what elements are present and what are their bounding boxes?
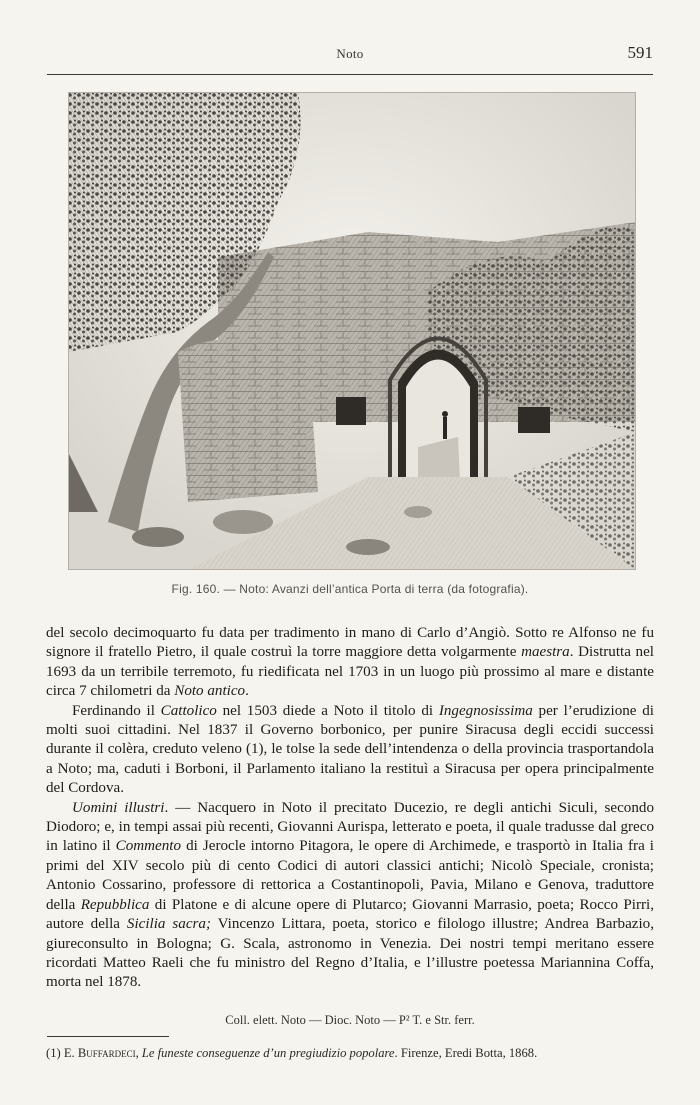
text-run: (1) E.	[46, 1046, 78, 1060]
italic-run: maestra	[521, 644, 570, 661]
text-run: . Firenze, Eredi Botta, 1868.	[394, 1046, 538, 1060]
page-header	[47, 43, 653, 66]
italic-run: Uomini illustri	[72, 799, 165, 816]
figure-caption: Fig. 160. — Noto: Avanzi dell’antica Porta di terra (da fotografia).	[171, 582, 529, 596]
diocese-line: Coll. elett. Noto — Dioc. Noto — P² T. e Str. ferr.	[225, 1013, 475, 1027]
text-run: di Platone e di alcune opere di Plutarco; Giovanni Marrasio, poeta; Rocco Pirri, autore della	[46, 896, 654, 933]
italic-run: Sicilia sacra;	[126, 916, 211, 933]
italic-run: Noto antico	[174, 683, 246, 700]
text-run: Ferdinando il	[72, 702, 161, 719]
text-run: . Distrutta nel 1693 da un terribile terremoto, fu riedificata nel 1703 in un luogo più prossimo al mare e distante circa 7 chilometri da	[46, 644, 654, 700]
text-run: .	[245, 683, 249, 700]
text-run: di Jerocle intorno Pitagora, le opere di Archimede, e trasportò in Italia fra i primi del XIV secolo più di cento Codici di autori classici antichi; Nicolò Speciale, cronista; Antonio Cossarino, professore di rettorica a Costantinopoli, Pavia, Milano e Genova, traduttore della	[46, 838, 655, 913]
footnote-rule	[47, 1036, 169, 1037]
text-run: Vincenzo Littara, poeta, storico e filologo illustre; Andrea Barbazio, giureconsulto in Bologna; G. Scala, astronomo in Venezia. Dei nostri tempi meritano essere ricordati Matteo Raeli che fu ministro del Regno d’Italia, e l’illustre poetessa Mariannina Coffa, morta nel 1878.	[46, 916, 654, 991]
italic-run: Repubblica	[80, 896, 150, 913]
text-run: nel 1503 diede a Noto il titolo di	[216, 702, 439, 719]
text-run: del secolo decimoquarto fu data per tradimento in mano di Carlo d’Angiò. Sotto re Alfonso ne fu signore il fratello Pietro, il quale costruì la torre maggiore detta volgarmente	[46, 625, 654, 661]
paragraph-3	[46, 799, 654, 993]
header-rule	[47, 74, 653, 75]
book-title: Le funeste conseguenze d’un pregiudizio popolare	[141, 1046, 395, 1060]
page-number: 591	[627, 43, 653, 62]
italic-run: Ingegnosissima	[438, 702, 533, 719]
text-run: . — Nacquero in Noto il precitato Ducezio, re degli antichi Siculi, secondo Diodoro; e, in tempi assai più recenti, Giovanni Aurispa, letterato e poeta, il quale tradusse dal greco in latino il	[46, 799, 654, 855]
author-name: Buffardeci	[77, 1046, 136, 1060]
paragraph-2	[46, 702, 654, 799]
engraving-figure	[68, 92, 636, 570]
paragraph-1	[46, 624, 654, 702]
engraving-illustration	[68, 92, 636, 570]
italic-run: Commento	[115, 838, 182, 855]
running-head: Noto	[336, 46, 364, 61]
body-text	[46, 624, 654, 993]
text-run: ,	[135, 1046, 142, 1060]
italic-run: Cattolico	[160, 702, 217, 719]
text-run: per l’erudizione di molti suoi cittadini. Nel 1837 il Governo borbonico, per punire Siracusa degli eccidi successi durante il colèra, creduto veleno (1), le tolse la sede dell’intendenza o della provincia trasportandola a Noto; ma, caduti i Borboni, il Parlamento italiano la restituì a Siracusa per opera principalmente del Cordova.	[46, 702, 654, 797]
footnote	[46, 1046, 656, 1061]
